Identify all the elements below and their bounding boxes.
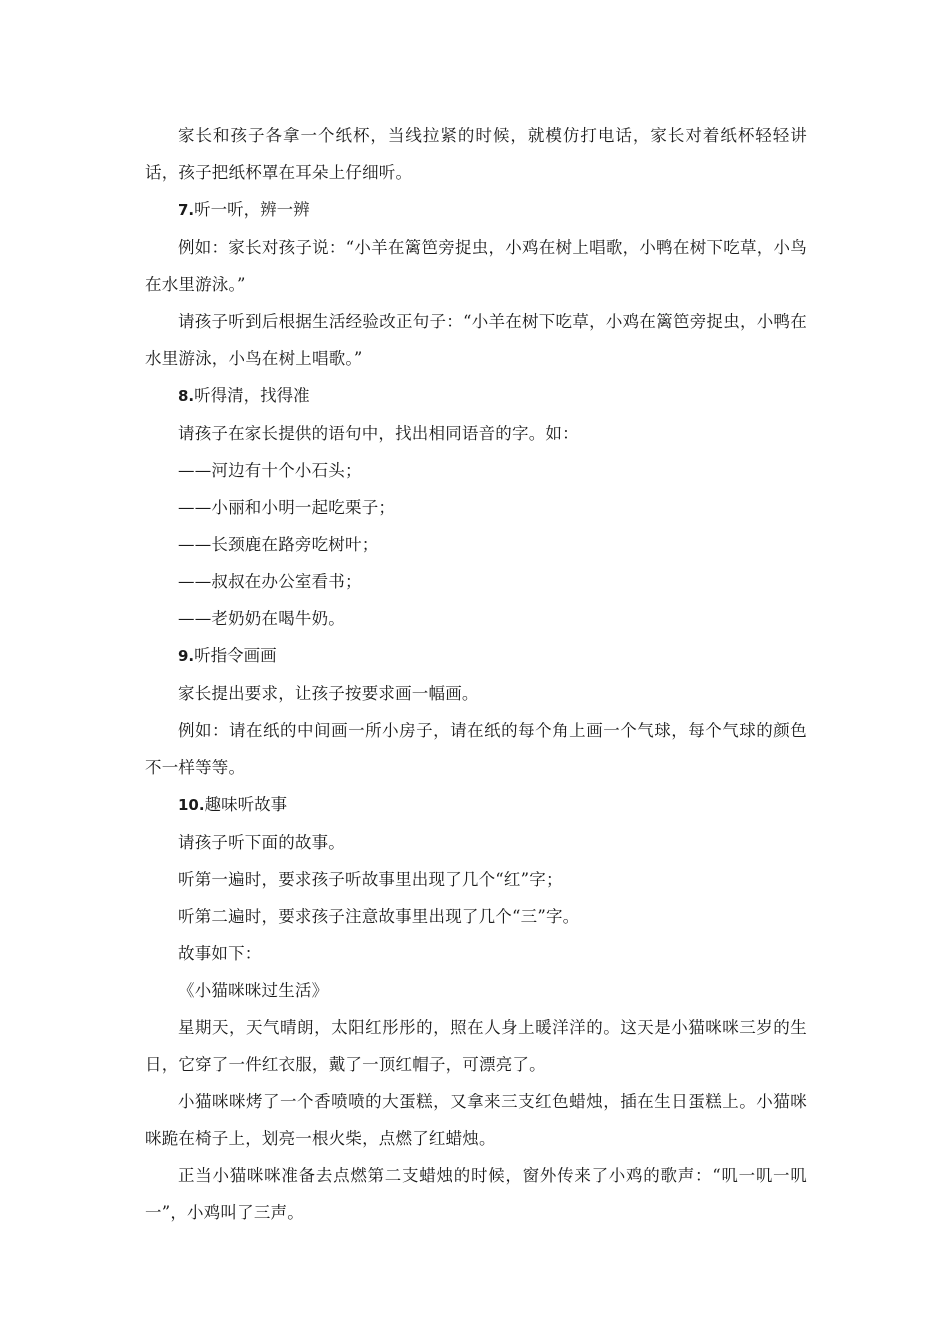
- section-title: 听得清，找得准: [194, 386, 310, 405]
- section-heading: [145, 377, 807, 415]
- section-number: 8.: [178, 387, 195, 405]
- paragraph: 家长和孩子各拿一个纸杯，当线拉紧的时候，就模仿打电话，家长对着纸杯轻轻讲话，孩子把纸杯罩在耳朵上仔细听。: [145, 126, 807, 182]
- list-item: ——叔叔在办公室看书；: [178, 572, 362, 591]
- section-heading: [145, 191, 807, 229]
- paragraph: 小猫咪咪烤了一个香喷喷的大蛋糕，又拿来三支红色蜡烛，插在生日蛋糕上。小猫咪咪跪在椅子上，划亮一根火柴，点燃了红蜡烛。: [145, 1092, 807, 1148]
- paragraph: 例如：请在纸的中间画一所小房子，请在纸的每个角上画一个气球，每个气球的颜色不一样等等。: [145, 721, 807, 777]
- section-number: 7.: [178, 201, 195, 219]
- paragraph: 听第一遍时，要求孩子听故事里出现了几个“红”字；: [178, 870, 563, 889]
- list-item: ——长颈鹿在路旁吃树叶；: [178, 535, 379, 554]
- section-title: 趣味听故事: [204, 795, 288, 814]
- paragraph: 例如：家长对孩子说：“小羊在篱笆旁捉虫，小鸡在树上唱歌，小鸭在树下吃草，小鸟在水里游泳。”: [145, 238, 807, 294]
- list-item: ——老奶奶在喝牛奶。: [178, 609, 345, 628]
- section-heading: [145, 786, 807, 824]
- paragraph: 故事如下：: [178, 944, 262, 963]
- paragraph: 请孩子在家长提供的语句中，找出相同语音的字。如：: [178, 424, 579, 443]
- paragraph: 正当小猫咪咪准备去点燃第二支蜡烛的时候，窗外传来了小鸡的歌声：“叽一叽一叽一”，小鸡叫了三声。: [145, 1166, 807, 1222]
- document-body: [145, 117, 807, 1231]
- section-title: 听一听，辨一辨: [194, 200, 310, 219]
- paragraph: 星期天，天气晴朗，太阳红彤彤的，照在人身上暖洋洋的。这天是小猫咪咪三岁的生日，它穿了一件红衣服，戴了一顶红帽子，可漂亮了。: [145, 1018, 807, 1074]
- story-title: 《小猫咪咪过生活》: [178, 981, 329, 1000]
- list-item: ——河边有十个小石头；: [178, 461, 362, 480]
- list-item: ——小丽和小明一起吃栗子；: [178, 498, 396, 517]
- section-title: 听指令画画: [194, 646, 277, 665]
- section-number: 9.: [178, 647, 195, 665]
- paragraph: 家长提出要求，让孩子按要求画一幅画。: [178, 684, 479, 703]
- section-number: 10.: [178, 796, 205, 814]
- paragraph: 请孩子听下面的故事。: [178, 833, 345, 852]
- paragraph: 听第二遍时，要求孩子注意故事里出现了几个“三”字。: [178, 907, 580, 926]
- paragraph: 请孩子听到后根据生活经验改正句子：“小羊在树下吃草，小鸡在篱笆旁捉虫，小鸭在水里游泳，小鸟在树上唱歌。”: [145, 312, 807, 368]
- section-heading: [145, 637, 807, 675]
